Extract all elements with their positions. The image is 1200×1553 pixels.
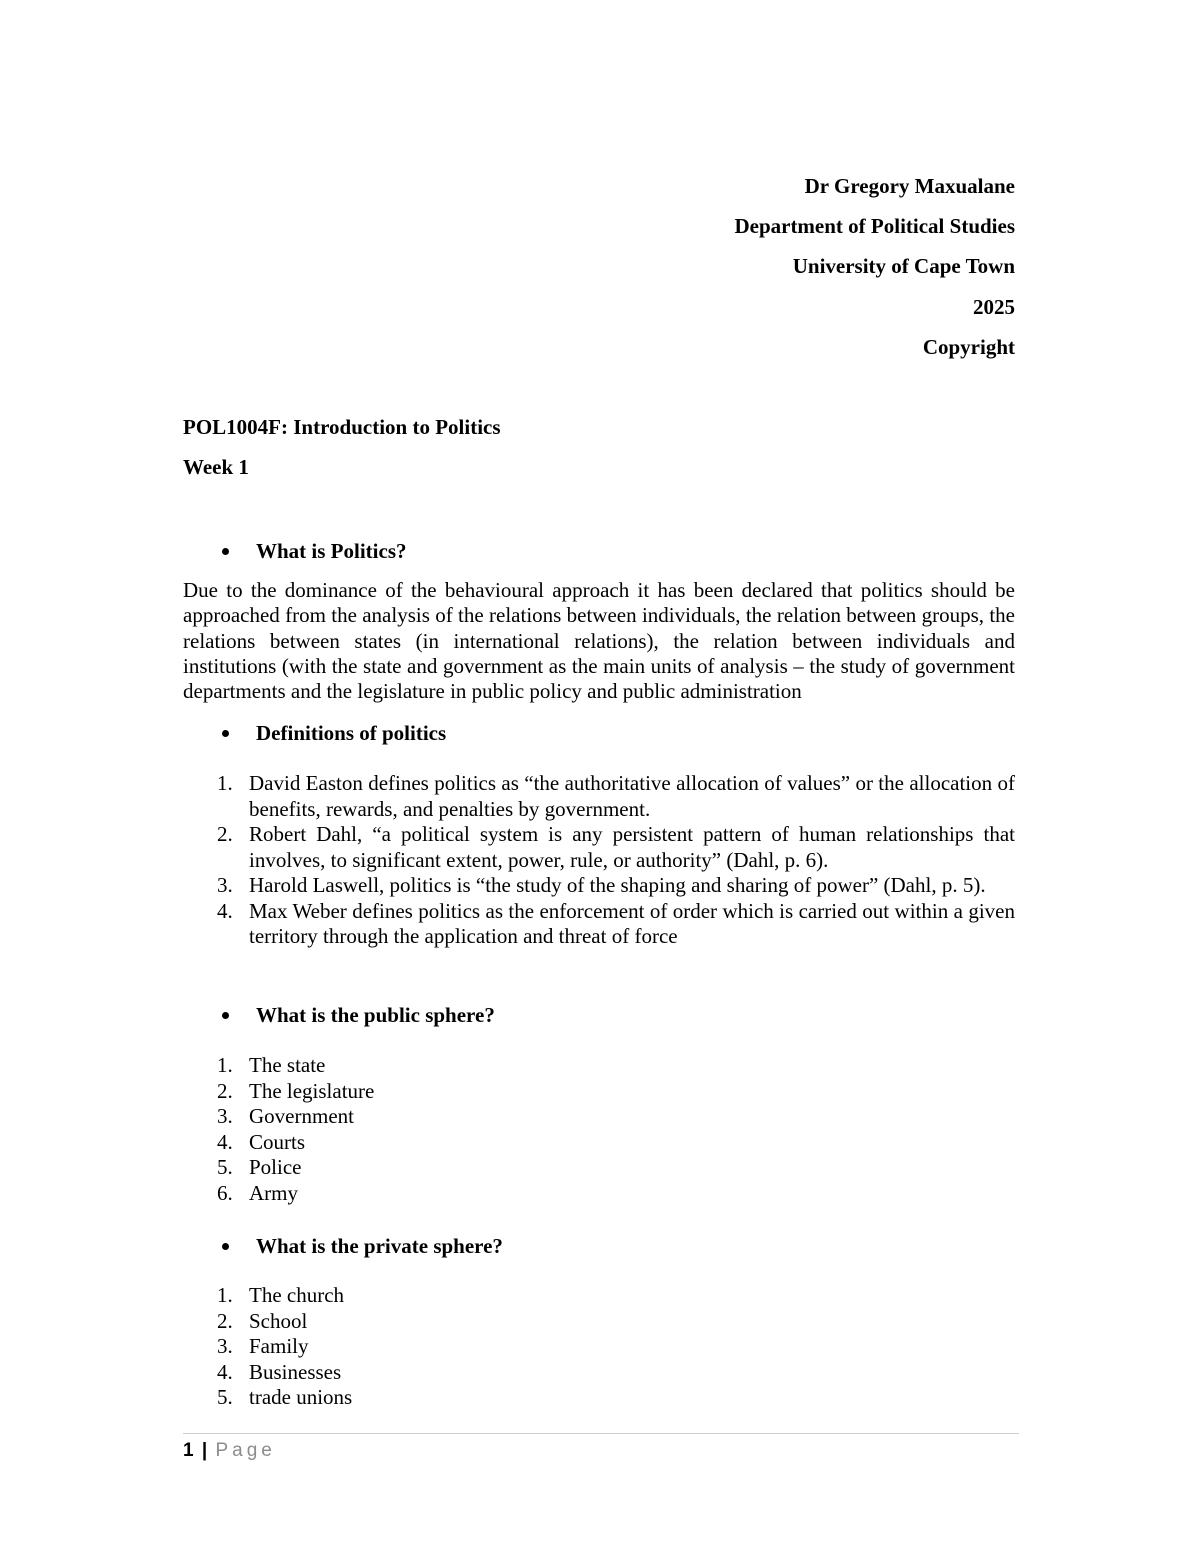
list-item	[183, 1079, 1015, 1105]
bullet-icon	[222, 1243, 229, 1250]
list-text: Army	[249, 1180, 298, 1205]
public-sphere-list	[183, 1053, 1015, 1206]
list-number: 4.	[217, 898, 233, 923]
what-is-politics-paragraph: Due to the dominance of the behavioural approach it has been declared that politics should be approached from the analysis of the relations between individuals, the relation between groups, the relations between states (in international relations), the relation between individuals and institutions (with the state and government as the main units of analysis – the study of government departments and the legislature in public policy and public administration	[183, 578, 1015, 704]
list-number: 3.	[217, 1334, 233, 1358]
list-item	[183, 1155, 1015, 1181]
list-text: Family	[249, 1334, 309, 1358]
definitions-list	[183, 771, 1015, 950]
section-heading-text: What is Politics?	[256, 539, 407, 563]
section-heading-text: What is the private sphere?	[256, 1234, 503, 1258]
list-item	[183, 899, 1015, 950]
list-text: trade unions	[249, 1385, 353, 1409]
list-text: School	[249, 1308, 308, 1333]
university-name: University of Cape Town	[792, 254, 1015, 279]
list-item	[183, 873, 1015, 899]
list-item	[183, 1104, 1015, 1130]
list-item	[183, 1283, 1015, 1309]
list-number: 5.	[217, 1155, 233, 1179]
list-number: 1.	[217, 1283, 233, 1307]
author-name: Dr Gregory Maxualane	[804, 174, 1015, 198]
page-number: 1	[183, 1440, 194, 1461]
department-name: Department of Political Studies	[734, 214, 1015, 239]
list-text: The legislature	[249, 1078, 375, 1103]
list-text: Government	[249, 1104, 354, 1128]
list-number: 5.	[217, 1385, 233, 1409]
list-number: 2.	[217, 1078, 233, 1103]
section-heading-public-sphere	[214, 1001, 495, 1029]
list-item	[183, 1334, 1015, 1360]
list-number: 6.	[217, 1180, 233, 1205]
list-text: David Easton defines politics as “the authoritative allocation of values” or the allocation of benefits, rewards, and penalties by government.	[249, 771, 1015, 821]
list-number: 1.	[217, 771, 233, 795]
list-text: Harold Laswell, politics is “the study of the shaping and sharing of power” (Dahl, p. 5).	[249, 873, 986, 897]
list-number: 2.	[217, 822, 233, 846]
course-block	[183, 413, 501, 493]
list-number: 1.	[217, 1053, 233, 1077]
list-number: 4.	[217, 1129, 233, 1154]
private-sphere-list	[183, 1283, 1015, 1411]
list-number: 4.	[217, 1359, 233, 1384]
week-label: Week 1	[183, 455, 249, 479]
page-word: Page	[215, 1440, 276, 1461]
section-heading-text: Definitions of politics	[256, 721, 447, 745]
list-item	[183, 1130, 1015, 1156]
section-heading-text: What is the public sphere?	[256, 1003, 495, 1027]
list-text: Businesses	[249, 1359, 342, 1384]
bullet-icon	[222, 1012, 229, 1019]
section-heading-what-is-politics	[214, 537, 407, 565]
footer-divider	[183, 1433, 1019, 1434]
footer-separator: |	[201, 1440, 208, 1461]
list-text: The church	[249, 1283, 345, 1307]
list-item	[183, 1385, 1015, 1411]
list-item	[183, 1181, 1015, 1207]
section-heading-definitions	[214, 719, 446, 747]
list-item	[183, 1309, 1015, 1335]
list-item	[183, 771, 1015, 822]
list-number: 3.	[217, 873, 233, 897]
year: 2025	[973, 294, 1015, 319]
list-text: The state	[249, 1053, 326, 1077]
page-footer	[183, 1437, 276, 1465]
list-number: 2.	[217, 1308, 233, 1333]
bullet-icon	[222, 548, 229, 555]
copyright-notice: Copyright	[922, 334, 1015, 359]
list-text: Police	[249, 1155, 302, 1179]
section-heading-private-sphere	[214, 1232, 503, 1260]
list-item	[183, 822, 1015, 873]
list-item	[183, 1053, 1015, 1079]
list-text: Courts	[249, 1129, 306, 1154]
bullet-icon	[222, 730, 229, 737]
course-title: POL1004F: Introduction to Politics	[183, 415, 501, 439]
author-block	[734, 172, 1015, 373]
list-text: Max Weber defines politics as the enforcement of order which is carried out within a given territory through the application and threat of force	[249, 898, 1015, 948]
list-text: Robert Dahl, “a political system is any persistent pattern of human relationships that involves, to significant extent, power, rule, or authority” (Dahl, p. 6).	[249, 822, 1015, 872]
list-item	[183, 1360, 1015, 1386]
list-number: 3.	[217, 1104, 233, 1128]
